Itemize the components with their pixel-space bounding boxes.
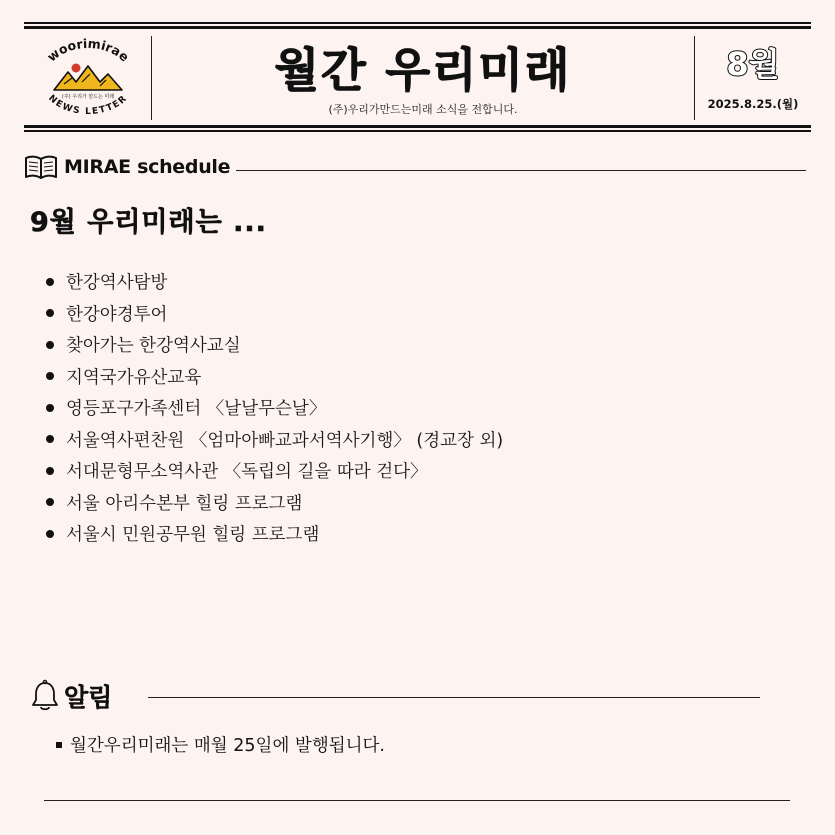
list-item bbox=[46, 487, 503, 519]
mountain-icon bbox=[54, 64, 122, 91]
list-item bbox=[46, 361, 503, 393]
bullet-icon bbox=[46, 435, 54, 443]
bell-icon bbox=[30, 679, 60, 713]
square-bullet-icon bbox=[56, 742, 62, 748]
masthead-divider-right bbox=[694, 36, 695, 120]
notice-section-label: 알림 bbox=[64, 683, 113, 712]
notice-section-header bbox=[30, 678, 112, 714]
schedule-item-text: 서울역사편찬원 〈엄마아빠교과서역사기행〉 (경교장 외) bbox=[66, 430, 504, 451]
masthead-bottom-rule-thick bbox=[24, 125, 811, 128]
schedule-section-rule bbox=[236, 170, 806, 171]
logo-tagline: (주) 우리가 만드는 미래 bbox=[61, 94, 115, 100]
masthead-top-rule-thick bbox=[24, 26, 811, 29]
bullet-icon bbox=[46, 404, 54, 412]
list-item bbox=[46, 455, 503, 487]
schedule-section-label: MIRAE schedule bbox=[64, 156, 231, 178]
notice-section-rule bbox=[148, 697, 760, 698]
bullet-icon bbox=[46, 341, 54, 349]
masthead-bottom-rule-thin bbox=[24, 130, 811, 132]
schedule-item-text: 찾아가는 한강역사교실 bbox=[66, 336, 241, 357]
schedule-item-text: 한강야경투어 bbox=[66, 304, 168, 325]
schedule-item-text: 서울시 민원공무원 힐링 프로그램 bbox=[66, 525, 320, 546]
bullet-icon bbox=[46, 278, 54, 286]
bullet-icon bbox=[46, 498, 54, 506]
list-item bbox=[46, 298, 503, 330]
bullet-icon bbox=[46, 309, 54, 317]
list-item bbox=[46, 392, 503, 424]
logo-brand-bottom: NEWS LETTER bbox=[46, 93, 130, 118]
list-item bbox=[46, 518, 503, 550]
bullet-icon bbox=[46, 372, 54, 380]
issue-date: 2025.8.25.(월) bbox=[707, 97, 799, 111]
bullet-icon bbox=[46, 530, 54, 538]
schedule-item-text: 지역국가유산교육 bbox=[66, 367, 202, 388]
notice-item-text: 월간우리미래는 매월 25일에 발행됩니다. bbox=[70, 736, 385, 756]
schedule-item-text: 서대문형무소역사관 〈독립의 길을 따라 걷다〉 bbox=[66, 462, 428, 483]
schedule-item-text: 서울 아리수본부 힐링 프로그램 bbox=[66, 493, 303, 514]
schedule-item-text: 한강역사탐방 bbox=[66, 273, 168, 294]
list-item bbox=[46, 266, 503, 298]
schedule-item-text: 영등포구가족센터 〈날날무슨날〉 bbox=[66, 399, 327, 420]
masthead-top-rule-thin bbox=[24, 22, 811, 24]
woorimirae-logo bbox=[34, 38, 142, 118]
schedule-section-header bbox=[24, 152, 230, 182]
list-item bbox=[46, 424, 503, 456]
schedule-list bbox=[46, 266, 503, 550]
newsletter-subtitle: (주)우리가만드는미래 소식을 전합니다. bbox=[328, 103, 518, 116]
list-item bbox=[56, 732, 385, 757]
schedule-headline: 9월 우리미래는 ... bbox=[30, 207, 267, 238]
bullet-icon bbox=[46, 467, 54, 475]
list-item bbox=[46, 329, 503, 361]
issue-month: 8월 bbox=[726, 45, 780, 83]
newsletter-title: 월간 우리미래 bbox=[274, 43, 572, 97]
footer-rule bbox=[44, 800, 790, 801]
svg-text:woorimirae bbox=[44, 38, 132, 65]
open-book-icon bbox=[24, 154, 58, 180]
logo-brand-top: woorimirae bbox=[44, 38, 133, 65]
